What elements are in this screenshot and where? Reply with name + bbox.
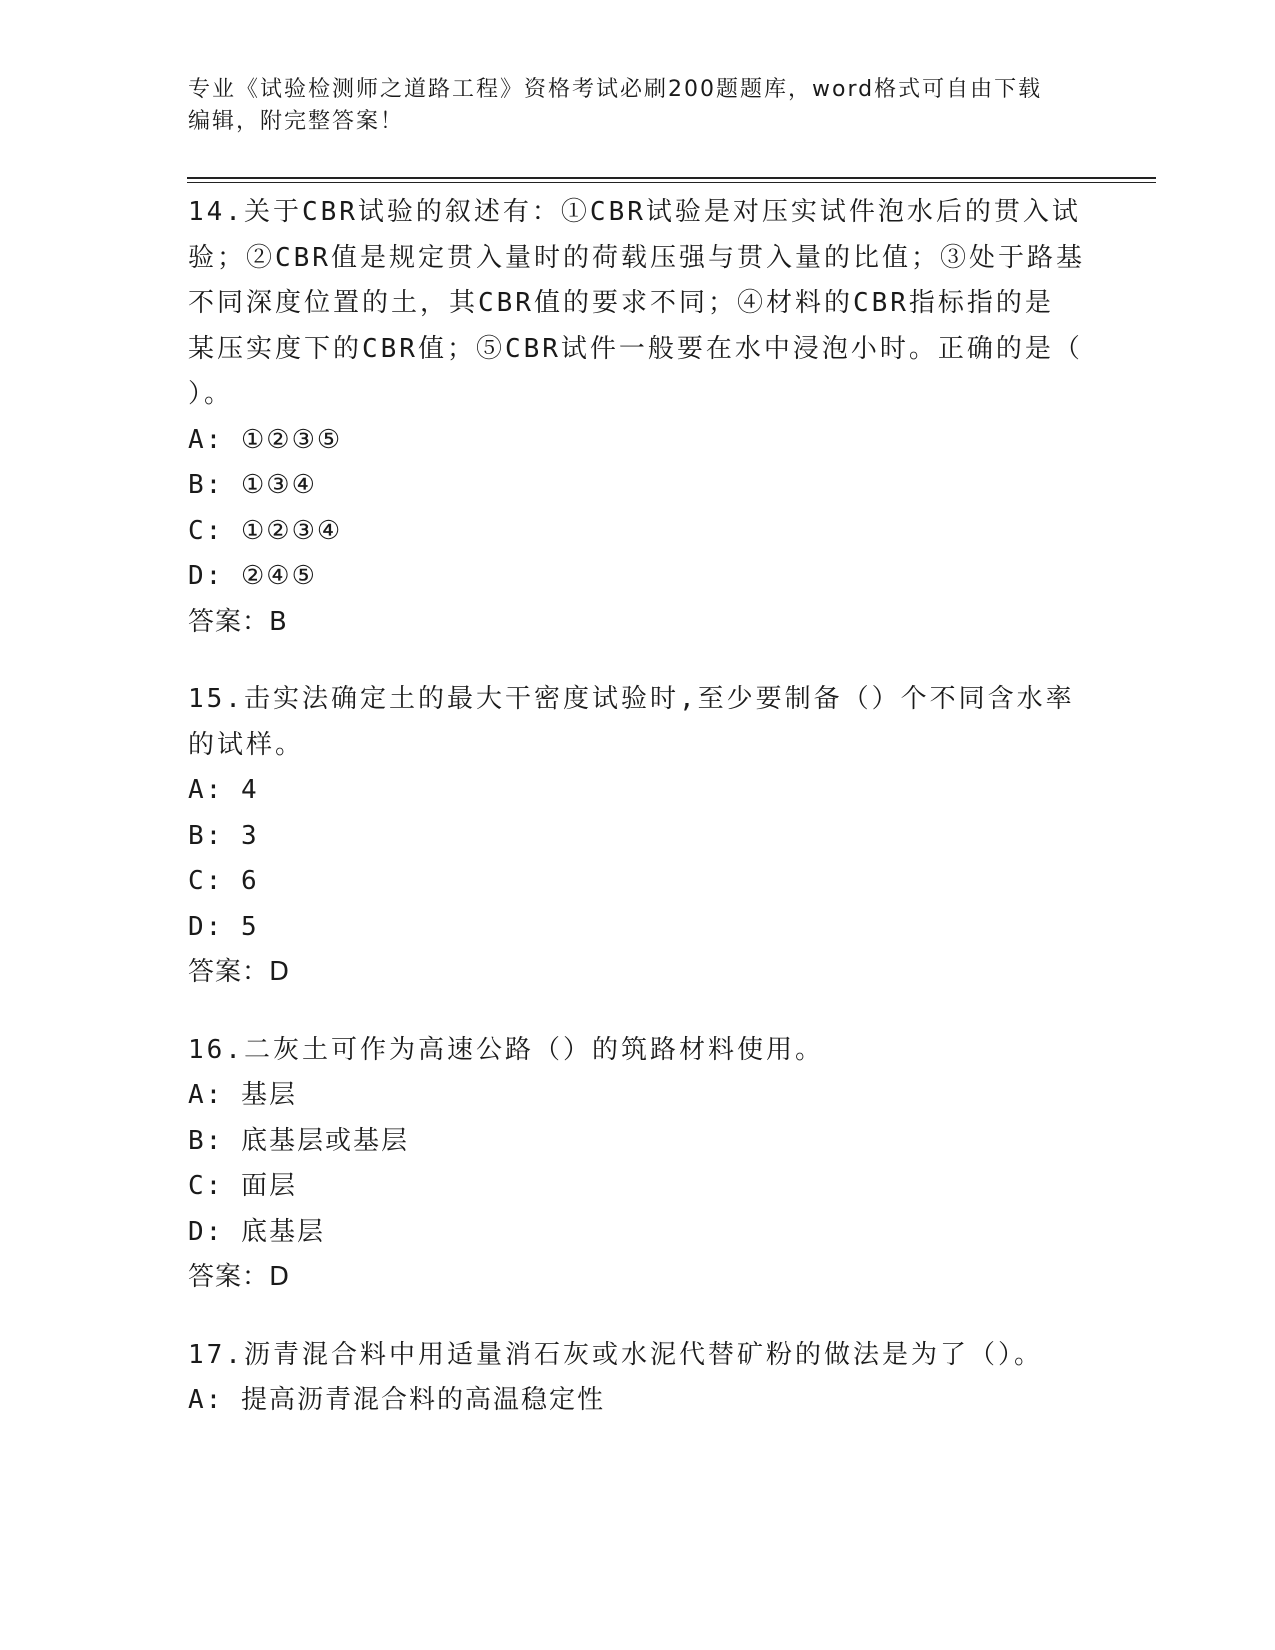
question-stem-line: 的试样。 bbox=[188, 729, 305, 760]
answer-line: 答案：D bbox=[188, 1262, 291, 1292]
question-17 bbox=[188, 1333, 1088, 1424]
option-a: A: 基层 bbox=[188, 1080, 297, 1110]
option-d: D: 5 bbox=[188, 911, 259, 942]
question-stem-line: 17.沥青混合料中用适量消石灰或水泥代替矿粉的做法是为了（）。 bbox=[188, 1339, 1043, 1370]
question-14 bbox=[188, 190, 1088, 645]
header-line-1: 专业《试验检测师之道路工程》资格考试必刷200题题库，word格式可自由下载 bbox=[188, 77, 1043, 102]
option-c: C: ①②③④ bbox=[188, 515, 343, 546]
option-b: B: 底基层或基层 bbox=[188, 1125, 409, 1156]
answer-line: 答案：D bbox=[188, 957, 291, 987]
option-a: A: 提高沥青混合料的高温稳定性 bbox=[188, 1385, 605, 1415]
option-b: B: 3 bbox=[188, 820, 259, 851]
answer-line: 答案：B bbox=[188, 606, 288, 637]
option-d: D: 底基层 bbox=[188, 1216, 325, 1247]
option-a: A: ①②③⑤ bbox=[188, 424, 343, 455]
header-divider-thick bbox=[187, 177, 1156, 179]
option-b: B: ①③④ bbox=[188, 470, 317, 500]
question-15 bbox=[188, 677, 1088, 996]
question-list bbox=[188, 190, 1088, 1456]
question-stem-line: 验；②CBR值是规定贯入量时的荷载压强与贯入量的比值；③处于路基 bbox=[188, 242, 1085, 273]
question-stem-line: ）。 bbox=[188, 379, 234, 409]
question-stem-line: 不同深度位置的土，其CBR值的要求不同；④材料的CBR指标指的是 bbox=[188, 288, 1054, 318]
header-divider-thin bbox=[187, 182, 1156, 183]
header-line-2: 编辑，附完整答案！ bbox=[188, 109, 405, 134]
question-stem-line: 16.二灰土可作为高速公路（）的筑路材料使用。 bbox=[188, 1034, 824, 1065]
question-16 bbox=[188, 1028, 1088, 1301]
option-a: A: 4 bbox=[188, 775, 259, 805]
question-stem-line: 某压实度下的CBR值；⑤CBR试件一般要在水中浸泡小时。正确的是（ bbox=[188, 333, 1083, 364]
document-header bbox=[188, 74, 1088, 138]
option-c: C: 面层 bbox=[188, 1171, 297, 1201]
option-c: C: 6 bbox=[188, 866, 259, 896]
option-d: D: ②④⑤ bbox=[188, 561, 317, 591]
question-stem-line: 14.关于CBR试验的叙述有：①CBR试验是对压实试件泡水后的贯入试 bbox=[188, 197, 1081, 227]
question-stem-line: 15.击实法确定土的最大干密度试验时,至少要制备（）个不同含水率 bbox=[188, 684, 1075, 714]
